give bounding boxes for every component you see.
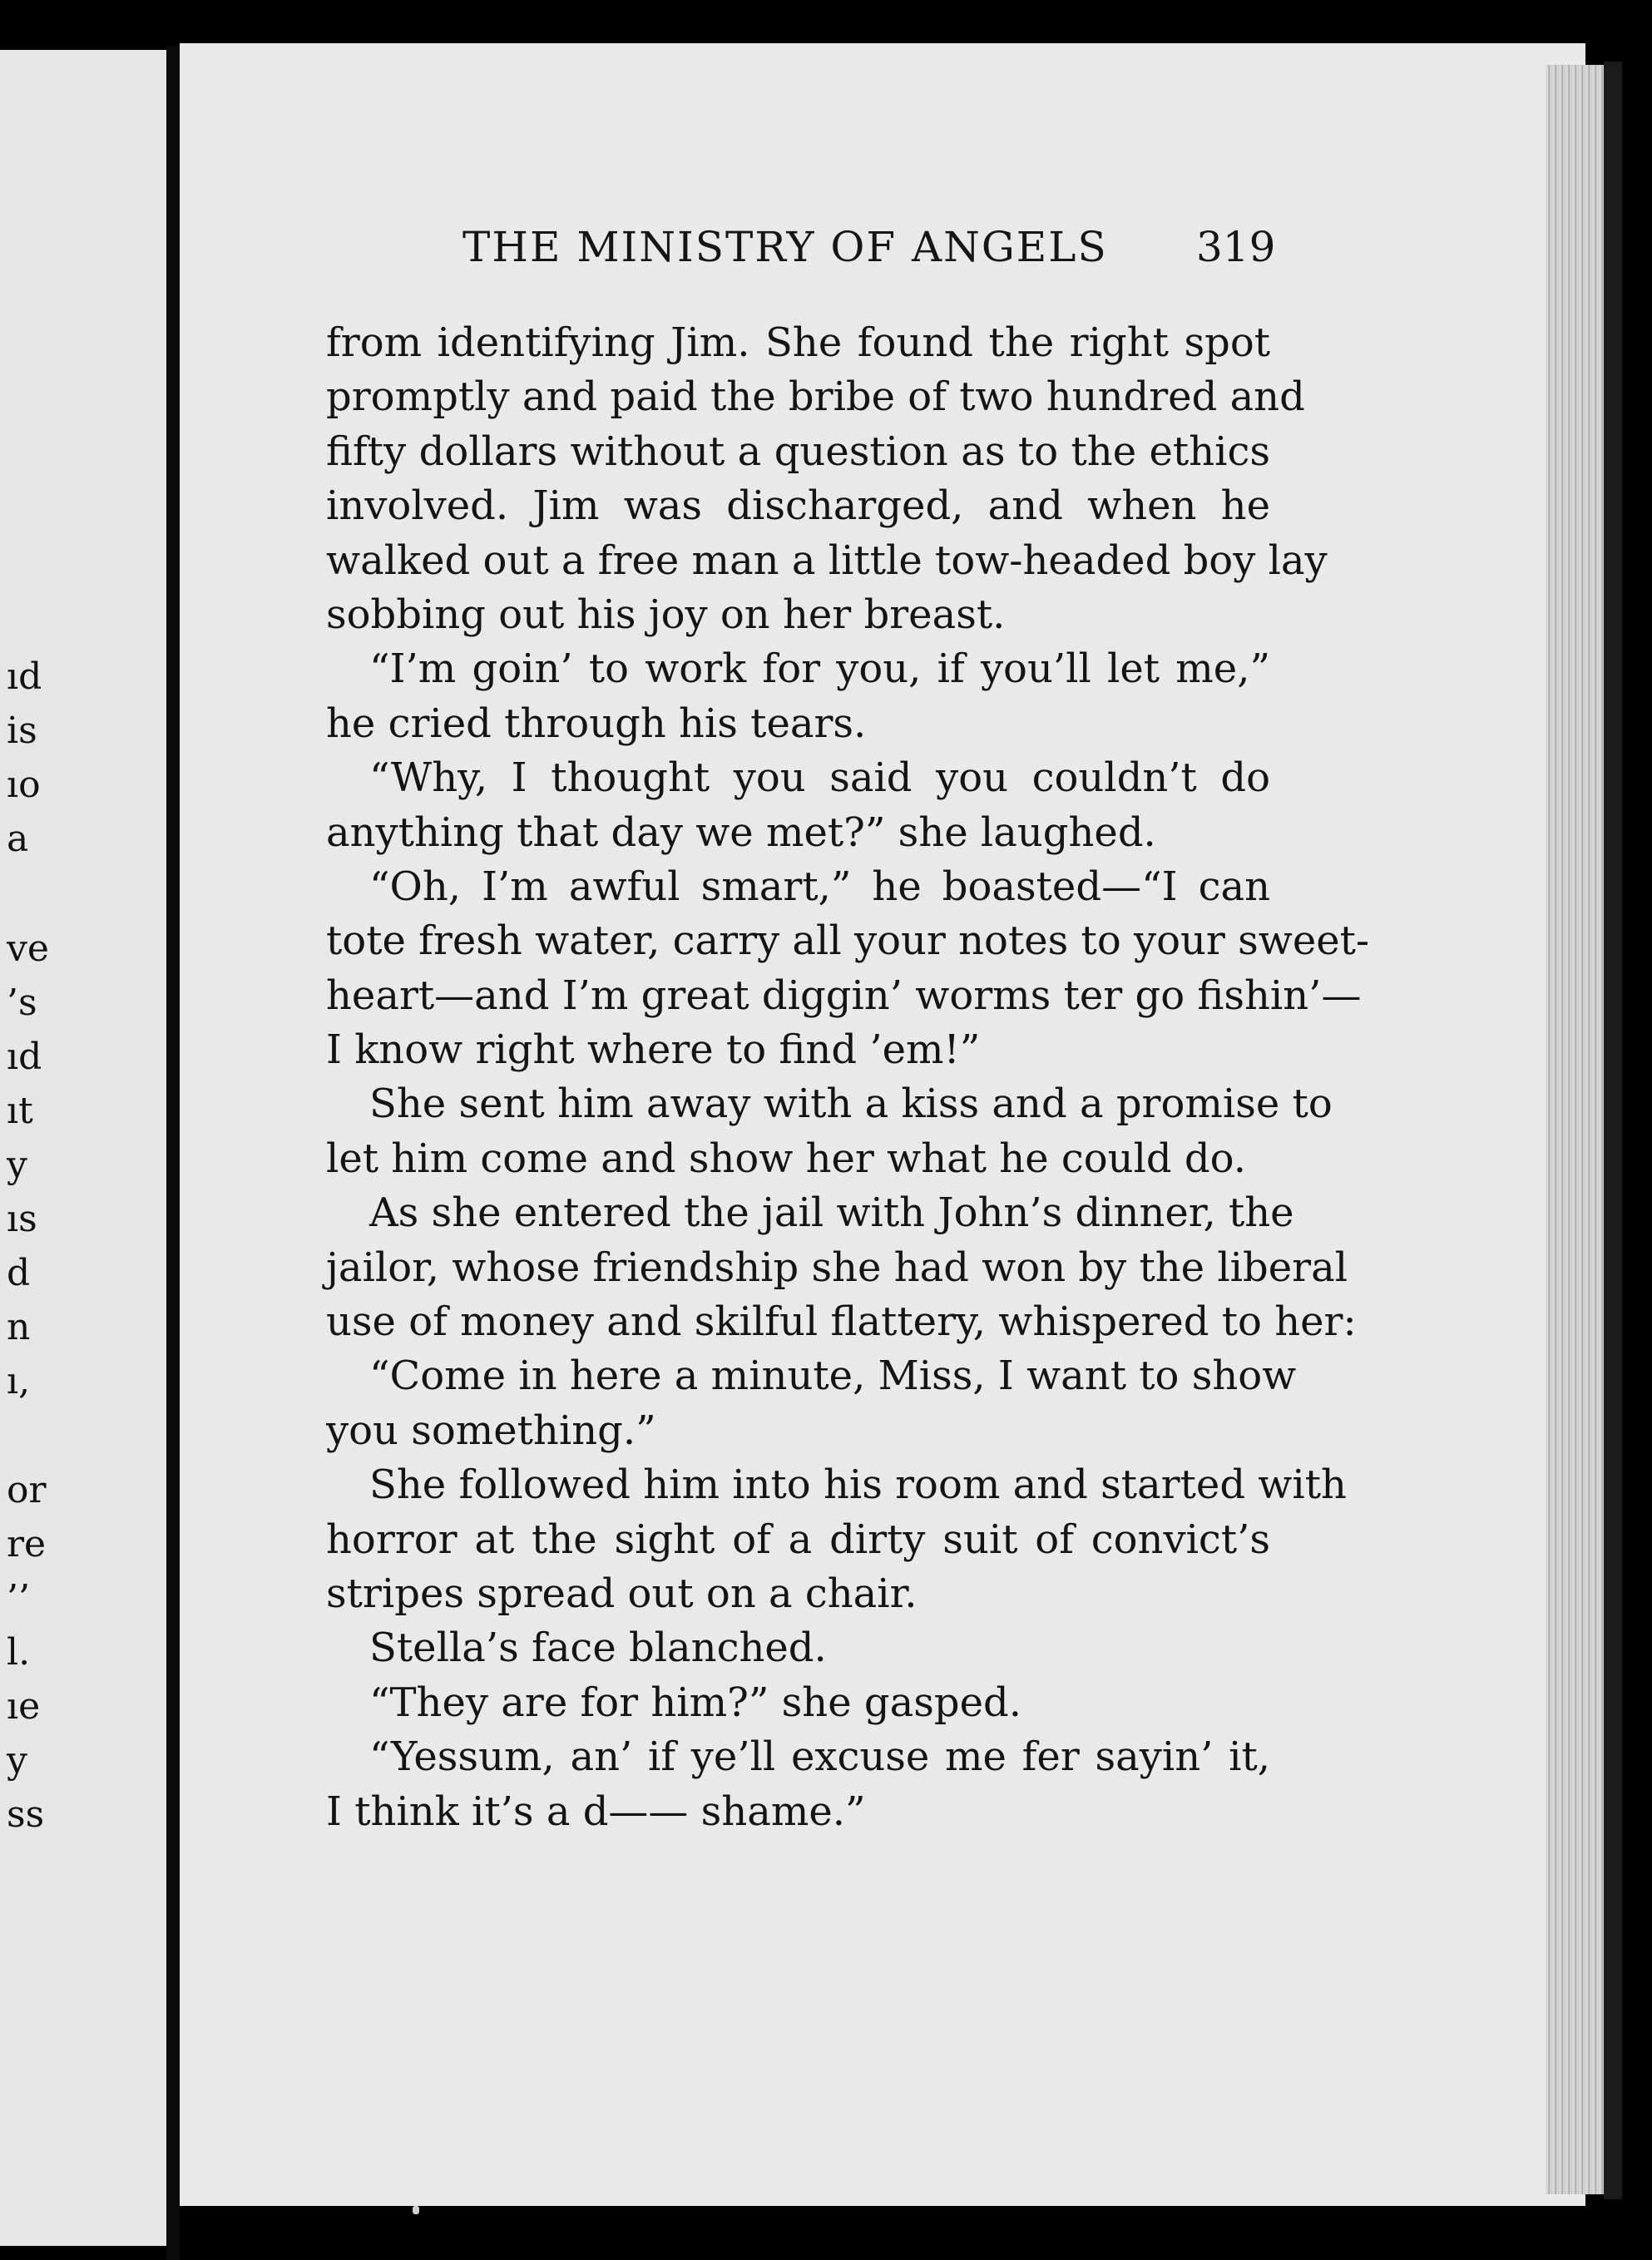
book-gutter [166,46,180,2260]
left-page-fragment: re [7,1523,47,1565]
book-cover-edge [1604,62,1622,2199]
text-line: “I’m goin’ to work for you, if you’ll let me,” [369,645,1270,693]
text-line: walked out a free man a little tow-headed boy lay [326,537,1328,584]
left-page-fragment: is [7,710,37,752]
left-page-fragment: y [7,1739,27,1782]
page-number: 319 [1196,223,1276,271]
text-line: tote fresh water, carry all your notes to your sweet- [326,917,1370,965]
left-page-fragment: a [7,818,29,860]
text-line: promptly and paid the bribe of two hundred and [326,373,1305,421]
text-line: stripes spread out on a chair. [326,1570,918,1617]
left-page-fragment: ıd [7,1036,42,1078]
text-line: “They are for him?” she gasped. [369,1679,1021,1726]
left-page-fragment: ’s [7,982,37,1024]
text-line: I think it’s a d—— shame.” [326,1788,866,1835]
body-text [326,316,1370,1839]
left-page-fragment: ıe [7,1685,41,1728]
text-line: Stella’s face blanched. [369,1625,827,1672]
left-facing-page [0,50,171,2246]
text-line: sobbing out his joy on her breast. [326,591,1006,638]
dust-speck [413,2206,419,2214]
text-line: She sent him away with a kiss and a promise to [369,1081,1333,1128]
left-page-fragment: ıo [7,764,41,806]
text-line: I know right where to find ’em!” [326,1026,981,1074]
text-line: heart—and I’m great diggin’ worms ter go fishin’— [326,972,1362,1019]
left-page-fragment: ıs [7,1198,37,1240]
text-line: “Why, I thought you said you couldn’t do [369,754,1270,802]
text-line: fifty dollars without a question as to the ethics [326,428,1270,475]
text-line: She followed him into his room and started with [369,1461,1347,1509]
left-page-fragment: ss [7,1793,45,1836]
text-line: “Oh, I’m awful smart,” he boasted—“I can [369,863,1270,910]
text-line: jailor, whose friendship she had won by the liberal [326,1244,1348,1291]
text-line: “Come in here a minute, Miss, I want to show [369,1353,1297,1400]
text-line: As she entered the jail with John’s dinner, the [369,1189,1294,1237]
text-line: let him come and show her what he could do. [326,1135,1246,1182]
page-edge [1546,65,1610,2194]
left-page-fragment: ’’ [7,1577,30,1620]
left-page-fragment: n [7,1306,31,1348]
left-page-fragment: or [7,1469,47,1511]
text-line: “Yessum, an’ if ye’ll excuse me fer sayin’ it, [369,1733,1270,1781]
text-line: use of money and skilful flattery, whispered to her: [326,1298,1357,1346]
left-page-fragment: ıt [7,1090,33,1132]
text-line: from identifying Jim. She found the right spot [326,319,1270,366]
left-page-fragment: y [7,1144,27,1186]
running-head: THE MINISTRY OF ANGELS [462,223,1108,271]
text-line: you something.” [326,1407,656,1454]
text-line: involved. Jim was discharged, and when he [326,482,1270,530]
left-page-fragment: d [7,1252,31,1294]
text-line: he cried through his tears. [326,700,867,747]
text-line: horror at the sight of a dirty suit of convict’s [326,1516,1270,1563]
left-page-fragment: ıd [7,655,42,698]
left-page-fragment: l. [7,1631,31,1674]
text-line: anything that day we met?” she laughed. [326,809,1156,856]
left-page-fragment: ı, [7,1360,31,1402]
left-page-fragment: ve [7,927,49,970]
